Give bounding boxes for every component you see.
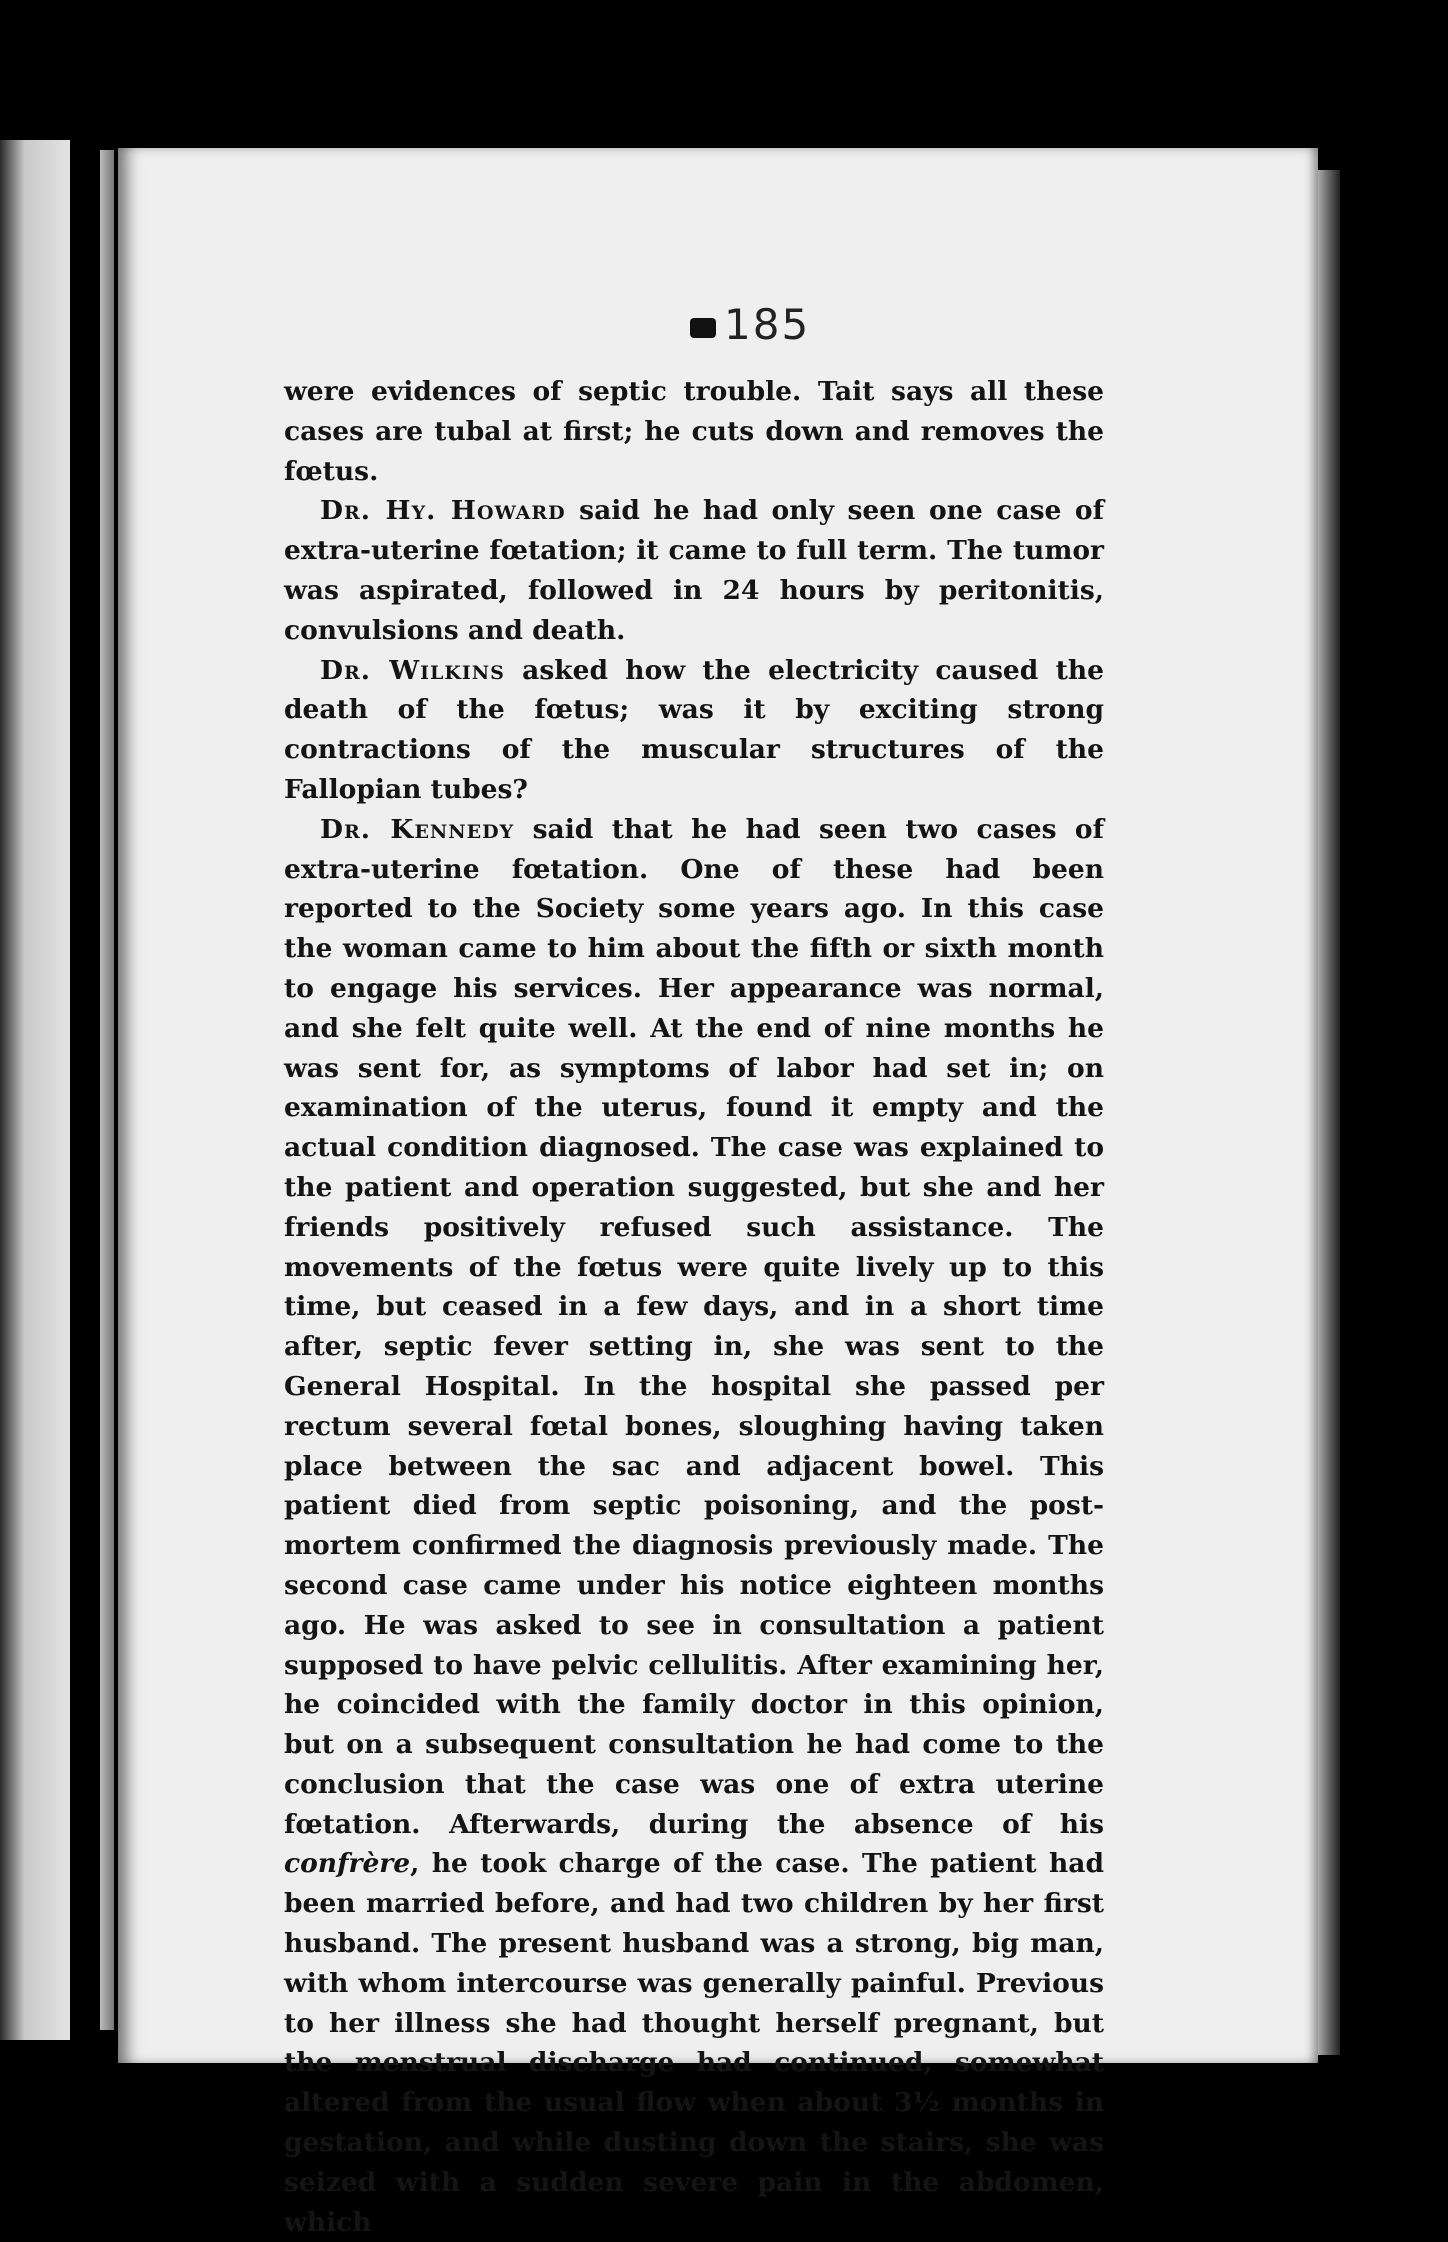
paragraph-4 <box>284 810 1104 2242</box>
page-stack-edge <box>1318 170 1340 2055</box>
paragraph-1 <box>284 372 1104 491</box>
book-gutter <box>100 150 114 2030</box>
speaker-howard: Dr. Hy. Howard <box>320 495 566 527</box>
page-number <box>690 300 810 349</box>
body-text <box>284 372 1104 2242</box>
paragraph-3 <box>284 651 1104 810</box>
adjacent-page-edge <box>0 140 70 2040</box>
speaker-wilkins: Dr. Wilkins <box>320 654 505 686</box>
paragraph-3-text: asked how the electricity caused the death of the fœtus; was it by exciting strong contractions of the muscular structures of the Fallopian tubes? <box>284 654 1104 805</box>
paragraph-2-text: said he had only seen one case of extra-uterine fœtation; it came to full term. The tumor was aspirated, followed in 24 hours by peritonitis, convulsions and death. <box>284 495 1104 646</box>
page-number-text: 185 <box>724 300 811 349</box>
paragraph-1-text: were evidences of septic trouble. Tait says all these cases are tubal at first; he cuts down and removes the fœtus. <box>284 376 1104 487</box>
ink-mark <box>690 318 716 338</box>
paragraph-2 <box>284 491 1104 650</box>
italic-word: confrère <box>284 1848 411 1880</box>
speaker-kennedy: Dr. Kennedy <box>320 813 515 845</box>
paragraph-4-text-b: , he took charge of the case. The patient had been married before, and had two children by her first husband. The present husband was a strong, big man, with whom intercourse was generally painful. Previous to her illness she had thought herself pregnant, but the menstrual discharge had continued, somewhat altered from the usual flow when about 3½ months in gestation, and while dusting down the stairs, she was seized with a sudden severe pain in the abdomen, which <box>284 1848 1104 2238</box>
paragraph-4-text-a: said that he had seen two cases of extra-uterine fœtation. One of these had been reported to the Society some years ago. In this case the woman came to him about the fifth or sixth month to engage his services. Her appearance was normal, and she felt quite well. At the end of nine months he was sent for, as symptoms of labor had set in; on examination of the uterus, found it empty and the actual condition diagnosed. The case was explained to the patient and operation suggested, but she and her friends positively refused such assistance. The movements of the fœtus were quite lively up to this time, but ceased in a few days, and in a short time after, septic fever setting in, she was sent to the General Hospital. In the hospital she passed per rectum several fœtal bones, sloughing having taken place between the sac and adjacent bowel. This patient died from septic poisoning, and the post-mortem confirmed the diagnosis previously made. The second case came under his notice eighteen months ago. He was asked to see in consultation a patient supposed to have pelvic cellulitis. After examining her, he coincided with the family doctor in this opinion, but on a subsequent consultation he had come to the conclusion that the case was one of extra uterine fœtation. Afterwards, during the absence of his <box>284 813 1104 1840</box>
